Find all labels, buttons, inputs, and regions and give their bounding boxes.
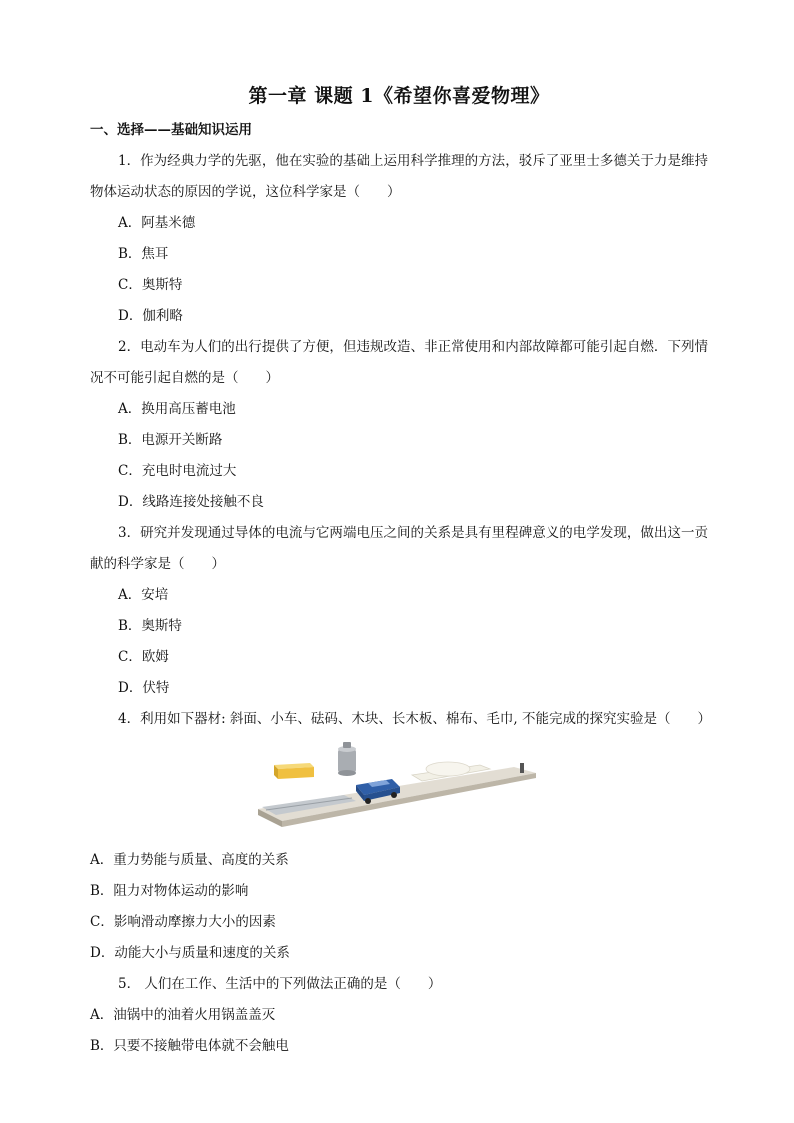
question-stem: 4．利用如下器材: 斜面、小车、砝码、木块、长木板、棉布、毛巾, 不能完成的探究实验是（ ） [118,711,712,727]
question-3 [90,518,708,704]
question-5 [90,969,708,1062]
option-a: A．油锅中的油着火用锅盖盖灭 [90,1007,276,1023]
question-stem: 5． 人们在工作、生活中的下列做法正确的是（ ） [118,976,442,992]
question-stem: 2．电动车为人们的出行提供了方便，但违规改造、非正常使用和内部故障都可能引起自燃．下列情况不可能引起自燃的是（ ） [90,339,708,386]
option-a: A．重力势能与质量、高度的关系 [90,852,289,868]
option-a: A．换用高压蓄电池 [118,401,236,417]
option-d: D．伏特 [118,680,170,696]
question-1 [90,146,708,332]
option-b: B．奥斯特 [118,618,182,634]
option-b: B．焦耳 [118,246,169,262]
option-a: A．阿基米德 [118,215,196,231]
weight [338,742,356,776]
option-b: B．电源开关断路 [118,432,223,448]
option-d: D．线路连接处接触不良 [118,494,264,510]
experiment-apparatus-illustration [252,739,542,839]
option-b: B．只要不接触带电体就不会触电 [90,1038,289,1054]
question-stem: 1．作为经典力学的先驱，他在实验的基础上运用科学推理的方法，驳斥了亚里士多德关于力是维持物体运动状态的原因的学说，这位科学家是（ ） [90,153,708,200]
option-c: C．奥斯特 [118,277,183,293]
experiment-apparatus-image [252,739,542,839]
question-4 [90,704,712,969]
section-heading: 一、选择——基础知识运用 [90,122,252,138]
option-b: B．阻力对物体运动的影响 [90,883,249,899]
wood-block [274,763,314,779]
cloth-roll [426,762,470,776]
option-c: C．影响滑动摩擦力大小的因素 [90,914,276,930]
document-title: 第一章 课题 1《希望你喜爱物理》 [248,85,550,107]
question-stem: 3．研究并发现通过导体的电流与它两端电压之间的关系是具有里程碑意义的电学发现，做出这一贡献的科学家是（ ） [90,525,708,572]
option-c: C．欧姆 [118,649,169,665]
option-d: D．伽利略 [118,308,183,324]
option-a: A．安培 [118,587,169,603]
option-d: D．动能大小与质量和速度的关系 [90,945,290,961]
board-end-stop [520,763,524,773]
option-c: C．充电时电流过大 [118,463,237,479]
question-2 [90,332,708,518]
